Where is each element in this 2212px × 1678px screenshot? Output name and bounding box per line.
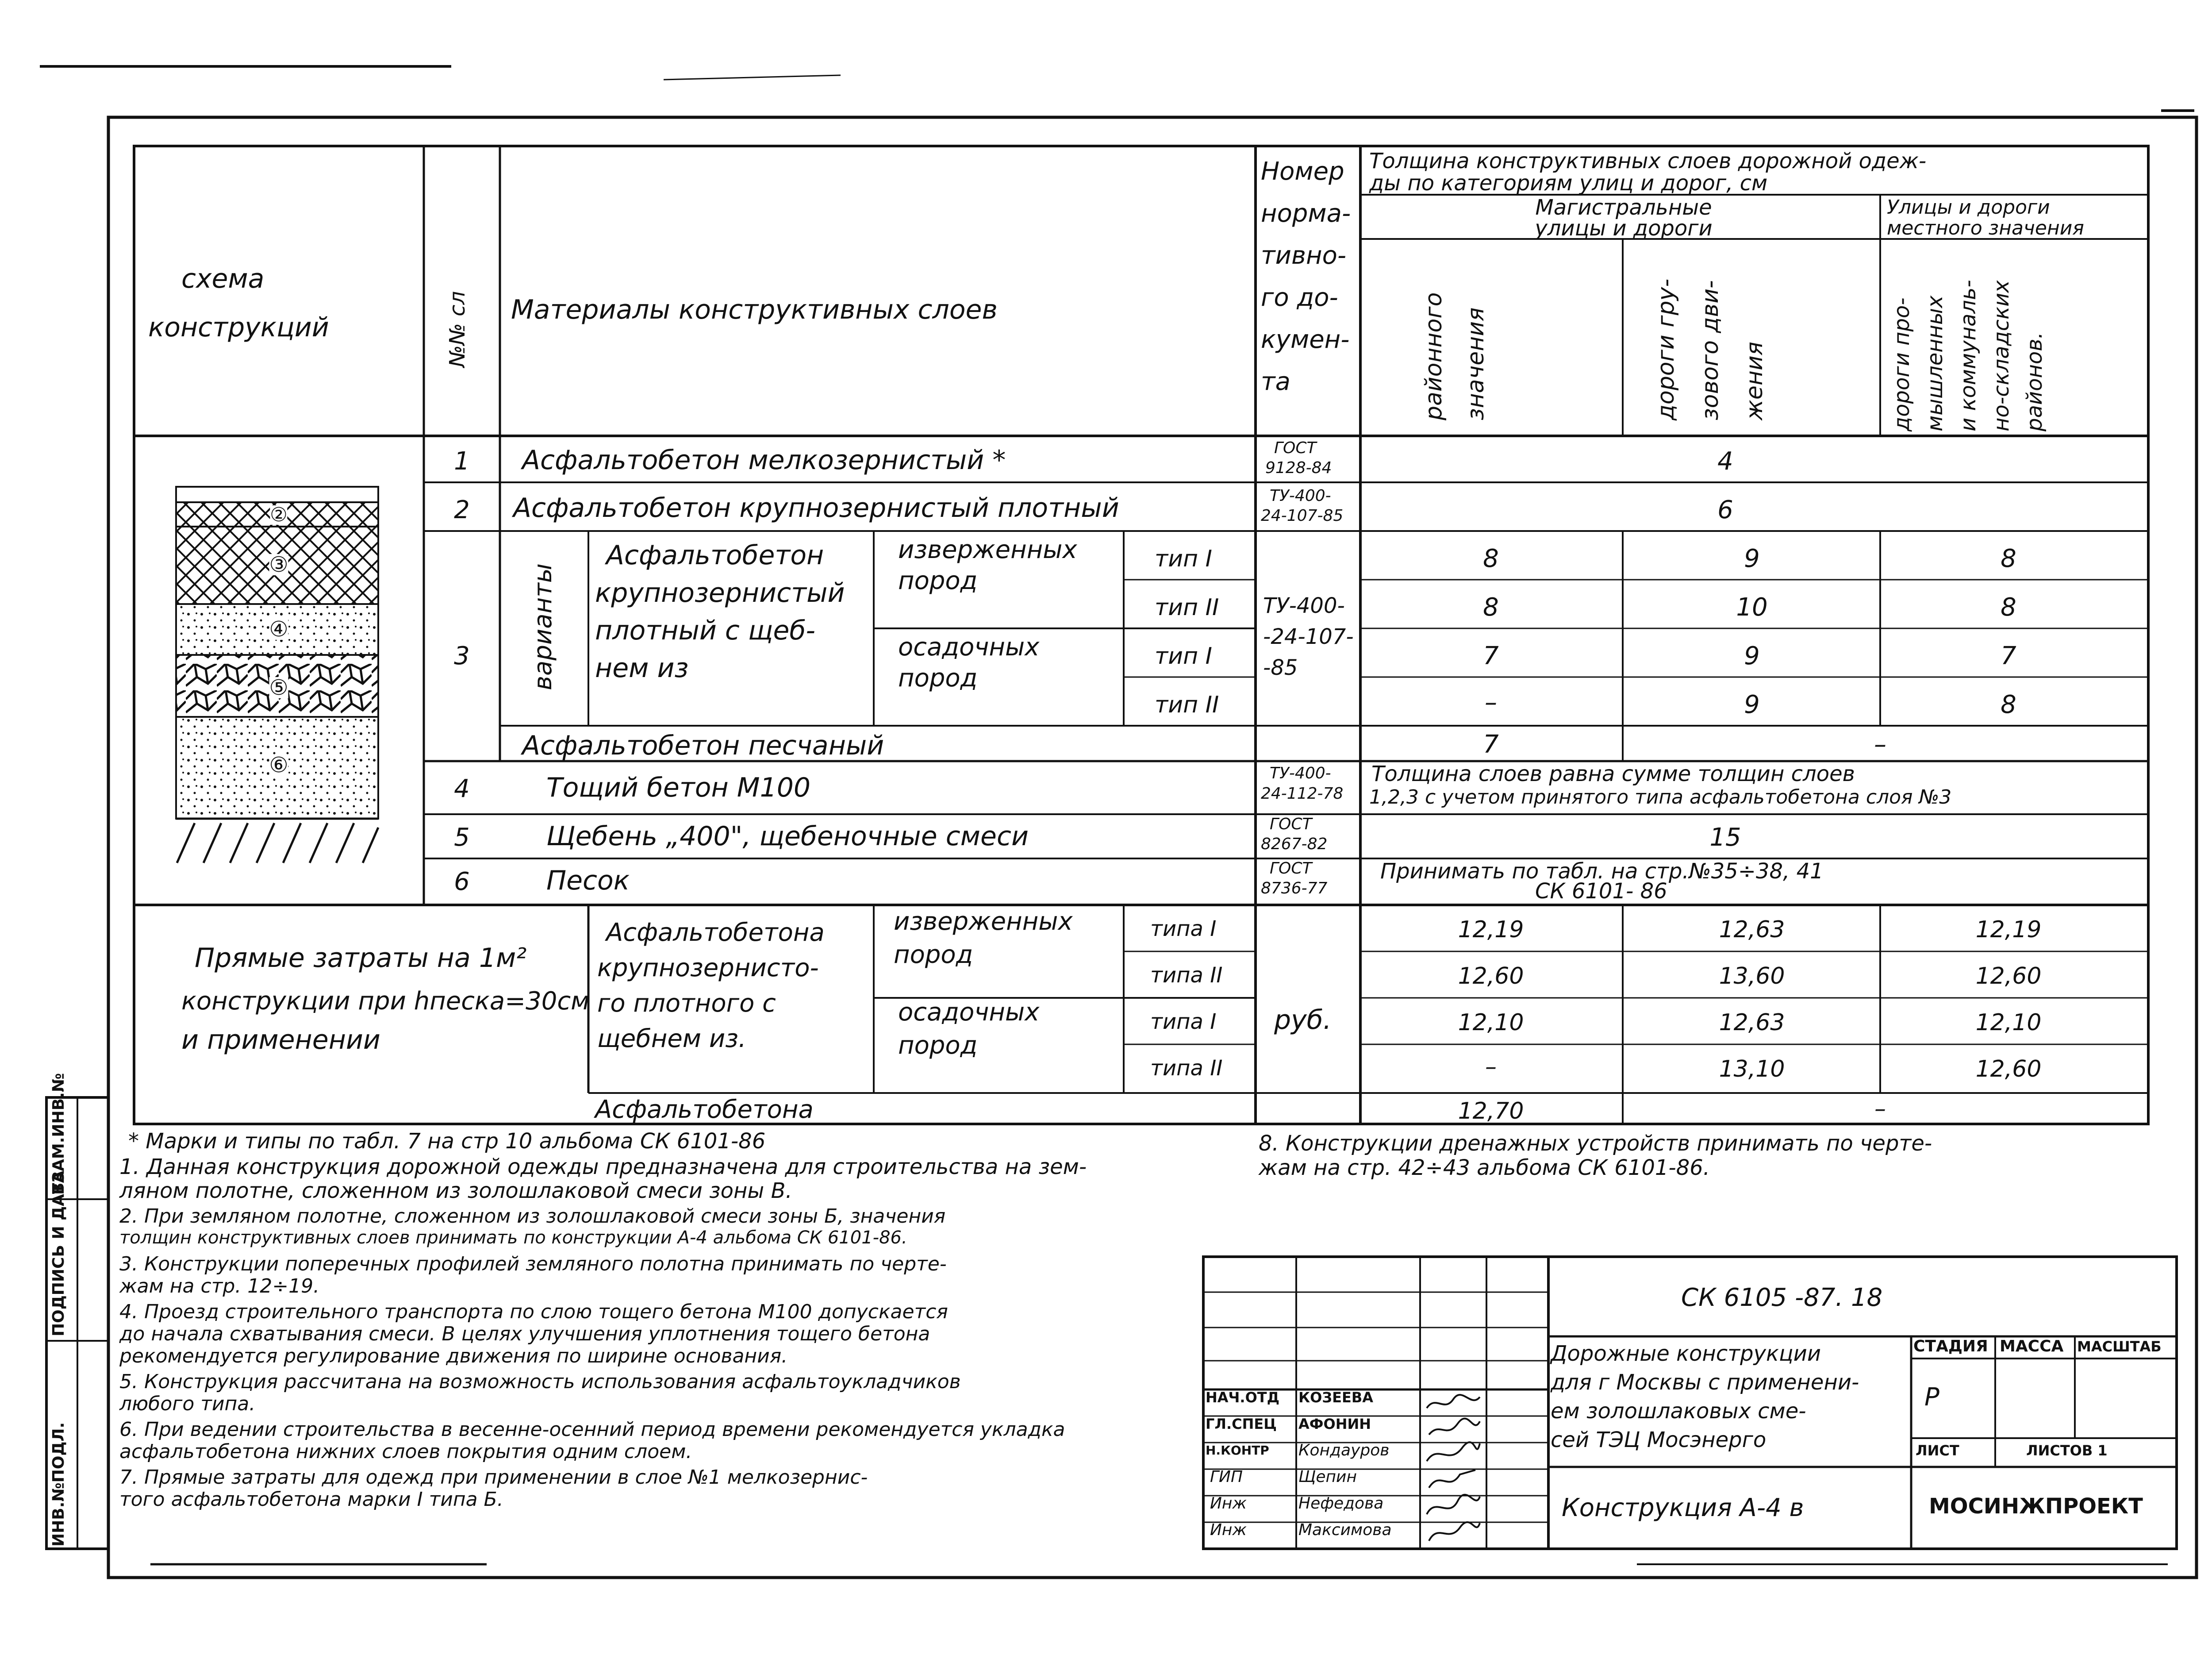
layer2-material: Асфальтобетон крупнозернистый плотный [513,493,1119,523]
costs-sedimentary-1: осадочных [898,998,1040,1027]
stamp-title-4: сей ТЭЦ Мосэнерго [1551,1428,1767,1452]
stamp-title-3: ем золошлаковых сме- [1551,1399,1806,1424]
costs-r2-industrial: 12,60 [1975,963,2042,989]
layer5-doc-1: ГОСТ [1270,815,1312,833]
schema-mark-6: ⑥ [269,753,288,777]
layer3-r2-freight: 10 [1736,593,1768,622]
header-col-industrial-2: мышленных [1923,295,1947,431]
costs-unit: руб. [1274,1004,1332,1035]
note-line: до начала схватывания смеси. В целях улучшения уплотнения тощего бетона [119,1323,930,1345]
layer3-r3-district: 7 [1483,642,1499,670]
layer3-sand-district: 7 [1483,730,1499,759]
layer4-material: Тощий бетон М100 [546,772,811,803]
schema-mark-4: ④ [269,617,288,642]
note-line: асфальтобетона нижних слоев покрытия одним слоем. [119,1440,692,1463]
stamp-person: Кондауров [1298,1441,1390,1459]
layer6-doc-2: 8736-77 [1261,879,1328,897]
header-local-roads-1: Улицы и дороги [1887,196,2050,219]
stamp-stage-header: СТАДИЯ [1913,1337,1988,1355]
layer4-doc-2: 24-112-78 [1261,785,1344,803]
header-col-freight-2: зового дви- [1697,280,1724,420]
costs-type-2: типа II [1150,963,1223,988]
layer3-r3-industrial: 7 [2001,642,2016,670]
layer2-value: 6 [1717,496,1733,524]
header-thickness-line1: Толщина конструктивных слоев дорожной одеж- [1369,149,1927,173]
layer6-material: Песок [546,865,630,896]
header-layer-number: №№ сл [445,291,470,367]
schema-mark-5: ⑤ [269,675,288,700]
header-materials: Материалы конструктивных слоев [511,294,998,325]
note-line: 2. При земляном полотне, сложенном из золошлаковой смеси зоны Б, значения [119,1205,946,1228]
stamp-code: СК 6105 -87. 18 [1681,1283,1883,1312]
layer6-value-1: Принимать по табл. на стр.№35÷38, 41 [1380,859,1824,884]
header-main-roads-1: Магистральные [1535,195,1712,220]
layer4-number: 4 [454,774,470,803]
stamp-role: НАЧ.ОТД [1206,1389,1280,1406]
stamp-sheets: ЛИСТОВ 1 [2026,1442,2108,1459]
stamp-sheet: ЛИСТ [1916,1442,1959,1459]
stamp-person: АФОНИН [1298,1416,1371,1432]
layer4-doc-1: ТУ-400- [1270,764,1331,782]
layer3-r1-industrial: 8 [2001,544,2016,573]
layer3-material-3: плотный с щеб- [595,615,816,646]
layer3-r2-district: 8 [1483,593,1499,622]
layer5-doc-2: 8267-82 [1261,835,1328,853]
layer3-number: 3 [454,642,470,670]
stamp-role: Н.КОНТР [1206,1443,1269,1458]
costs-type-1: типа I [1150,916,1217,941]
layer3-material-2: крупнозернистый [595,577,845,608]
note-line: того асфальтобетона марки I типа Б. [119,1488,503,1511]
layer3-r3-freight: 9 [1744,642,1760,670]
stamp-person: Нефедова [1298,1494,1384,1513]
costs-title-3: и применении [181,1024,380,1055]
layer3-type-2: тип II [1155,594,1219,621]
note-line: * Марки и типы по табл. 7 на стр 10 альбома СК 6101-86 [128,1129,766,1154]
layer6-value-2: СК 6101- 86 [1535,879,1667,904]
layer2-doc-2: 24-107-85 [1261,507,1344,525]
header-scheme-line1: схема [181,263,265,294]
costs-r3-industrial: 12,10 [1975,1009,2042,1036]
layer3-doc-2: -24-107- [1263,624,1354,649]
costs-title-1: Прямые затраты на 1м² [195,943,527,974]
note-line: 5. Конструкция рассчитана на возможность использования асфальтоукладчиков [119,1370,961,1393]
layer3-r4-industrial: 8 [2001,690,2016,719]
costs-material-1: Асфальтобетона [606,918,825,947]
stamp-role: ГИП [1210,1468,1243,1486]
header-main-roads-2: улицы и дороги [1535,216,1713,241]
costs-material-3: го плотного с [597,989,776,1018]
stamp-title-2: для г Москвы с применени- [1551,1370,1859,1395]
costs-title-2: конструкции при hпеска=30см [181,987,590,1016]
note-8-line1: 8. Конструкции дренажных устройств принимать по черте- [1259,1131,1932,1156]
note-line: любого типа. [119,1393,256,1415]
stamp-stage-value: Р [1924,1383,1939,1412]
header-col-freight-1: дороги гру- [1653,278,1679,420]
layer3-type-1: тип I [1155,546,1212,572]
header-col-industrial-5: районов. [2022,332,2047,431]
layer4-value-1: Толщина слоев равна сумме толщин слоев [1371,762,1855,786]
note-line: рекомендуется регулирование движения по ширине основания. [119,1345,788,1367]
costs-r4-freight: 13,10 [1719,1056,1785,1082]
layer4-value-2: 1,2,3 с учетом принятого типа асфальтобетона слоя №3 [1369,786,1952,808]
layer1-number: 1 [454,447,470,476]
note-line: 6. При ведении строительства в весенне-осенний период времени рекомендуется укладка [119,1418,1065,1441]
layer5-material: Щебень „400", щебеночные смеси [546,821,1029,852]
note-line: 1. Данная конструкция дорожной одежды предназначена для строительства на зем- [119,1155,1087,1179]
costs-r4-district: – [1485,1054,1497,1080]
layer3-type-4: тип II [1155,692,1219,718]
layer3-variants-label: варианты [529,563,557,690]
stamp-person: Максимова [1298,1521,1392,1539]
costs-sand-asphalt: Асфальтобетона [595,1095,814,1124]
costs-type-3: типа I [1150,1009,1217,1034]
layer3-material-1: Асфальтобетон [606,540,824,571]
costs-r2-district: 12,60 [1458,963,1524,989]
layer3-sand-other: – [1874,730,1886,759]
header-col-industrial-1: дороги про- [1889,297,1914,431]
layer3-sand-asphalt: Асфальтобетон песчаный [522,730,884,761]
costs-material-4: щебнем из. [597,1024,746,1053]
stamp-role: Инж [1210,1521,1247,1539]
layer3-r1-freight: 9 [1744,544,1760,573]
schema-mark-3: ③ [269,552,288,577]
layer5-value: 15 [1709,823,1741,852]
stamp-role: Инж [1210,1494,1247,1513]
layer3-sedimentary-1: осадочных [898,633,1040,662]
costs-type-4: типа II [1150,1056,1223,1081]
note-line: ляном полотне, сложенном из золошлаковой смеси зоны В. [119,1178,792,1203]
layer3-r4-district: – [1485,688,1497,717]
costs-sand-district: 12,70 [1458,1098,1524,1124]
stamp-scale-header: МАСШТАБ [2077,1338,2162,1355]
header-col-district-2: значения [1463,307,1489,420]
note-8-line2: жам на стр. 42÷43 альбома СК 6101-86. [1259,1155,1710,1180]
stamp-person: КОЗЕЕВА [1298,1389,1373,1406]
header-col-industrial-3: и коммуналь- [1956,280,1981,431]
note-line: 4. Проезд строительного транспорта по слою тощего бетона М100 допускается [119,1301,948,1323]
costs-sand-other: – [1874,1096,1886,1122]
costs-igneous-1: изверженных [894,907,1073,936]
header-thickness-line2: ды по категориям улиц и дорог, см [1369,171,1768,196]
header-col-district-1: районного [1421,292,1447,420]
layer3-material-4: нем из [595,653,689,684]
stamp-organization: МОСИНЖПРОЕКТ [1929,1494,2143,1519]
costs-r1-district: 12,19 [1458,916,1524,943]
costs-r3-district: 12,10 [1458,1009,1524,1036]
layer5-number: 5 [454,823,470,852]
header-col-industrial-4: но-складских [1989,280,2014,431]
layer3-r1-district: 8 [1483,544,1499,573]
stamp-construction-name: Конструкция А-4 в [1562,1493,1804,1522]
layer1-doc-2: 9128-84 [1265,459,1332,477]
note-line: 3. Конструкции поперечных профилей земляного полотна принимать по черте- [119,1253,947,1275]
note-line: 7. Прямые затраты для одежд при применении в слое №1 мелкозернис- [119,1466,868,1489]
layer2-doc-1: ТУ-400- [1270,487,1331,505]
note-line: жам на стр. 12÷19. [119,1275,320,1297]
costs-r3-freight: 12,63 [1719,1009,1785,1036]
layer2-number: 2 [454,496,470,524]
costs-igneous-2: пород [894,940,973,969]
stamp-title-1: Дорожные конструкции [1551,1341,1821,1366]
side-label-signature: ПОДПИСЬ И ДАТА [50,1170,68,1336]
layer-schema-drawing [176,487,378,863]
side-label-vzam: ВЗАМ.ИНВ.№ [50,1073,68,1195]
schema-mark-2: ② [270,504,288,526]
layer3-type-3: тип I [1155,643,1212,670]
layer1-doc-1: ГОСТ [1274,439,1317,457]
costs-r4-industrial: 12,60 [1975,1056,2042,1082]
side-label-inv-podl: ИНВ.№ПОДЛ. [50,1422,68,1547]
layer3-doc-1: ТУ-400- [1263,593,1345,618]
layer6-number: 6 [454,867,470,896]
header-local-roads-2: местного значения [1887,217,2084,239]
layer3-r4-freight: 9 [1744,690,1760,719]
header-col-freight-3: жения [1741,342,1768,420]
layer1-value: 4 [1717,447,1733,476]
layer3-r2-industrial: 8 [2001,593,2016,622]
layer3-doc-3: -85 [1263,655,1298,680]
note-line: толщин конструктивных слоев принимать по конструкции А-4 альбома СК 6101-86. [119,1228,907,1248]
layer6-doc-1: ГОСТ [1270,859,1312,877]
costs-material-2: крупнозернисто- [597,954,819,982]
stamp-mass-header: МАССА [2000,1337,2064,1355]
costs-r2-freight: 13,60 [1719,963,1785,989]
stamp-person: Щепин [1298,1468,1357,1486]
costs-sedimentary-2: пород [898,1031,978,1060]
costs-r1-freight: 12,63 [1719,916,1785,943]
layer1-material: Асфальтобетон мелкозернистый * [522,445,1006,476]
layer3-igneous-1: изверженных [898,535,1077,564]
stamp-role: ГЛ.СПЕЦ [1206,1416,1277,1432]
header-scheme-line2: конструкций [148,312,329,343]
costs-r1-industrial: 12,19 [1975,916,2042,943]
layer3-sedimentary-2: пород [898,664,978,693]
layer3-igneous-2: пород [898,566,978,595]
stamp-signatures [1422,1390,1484,1547]
